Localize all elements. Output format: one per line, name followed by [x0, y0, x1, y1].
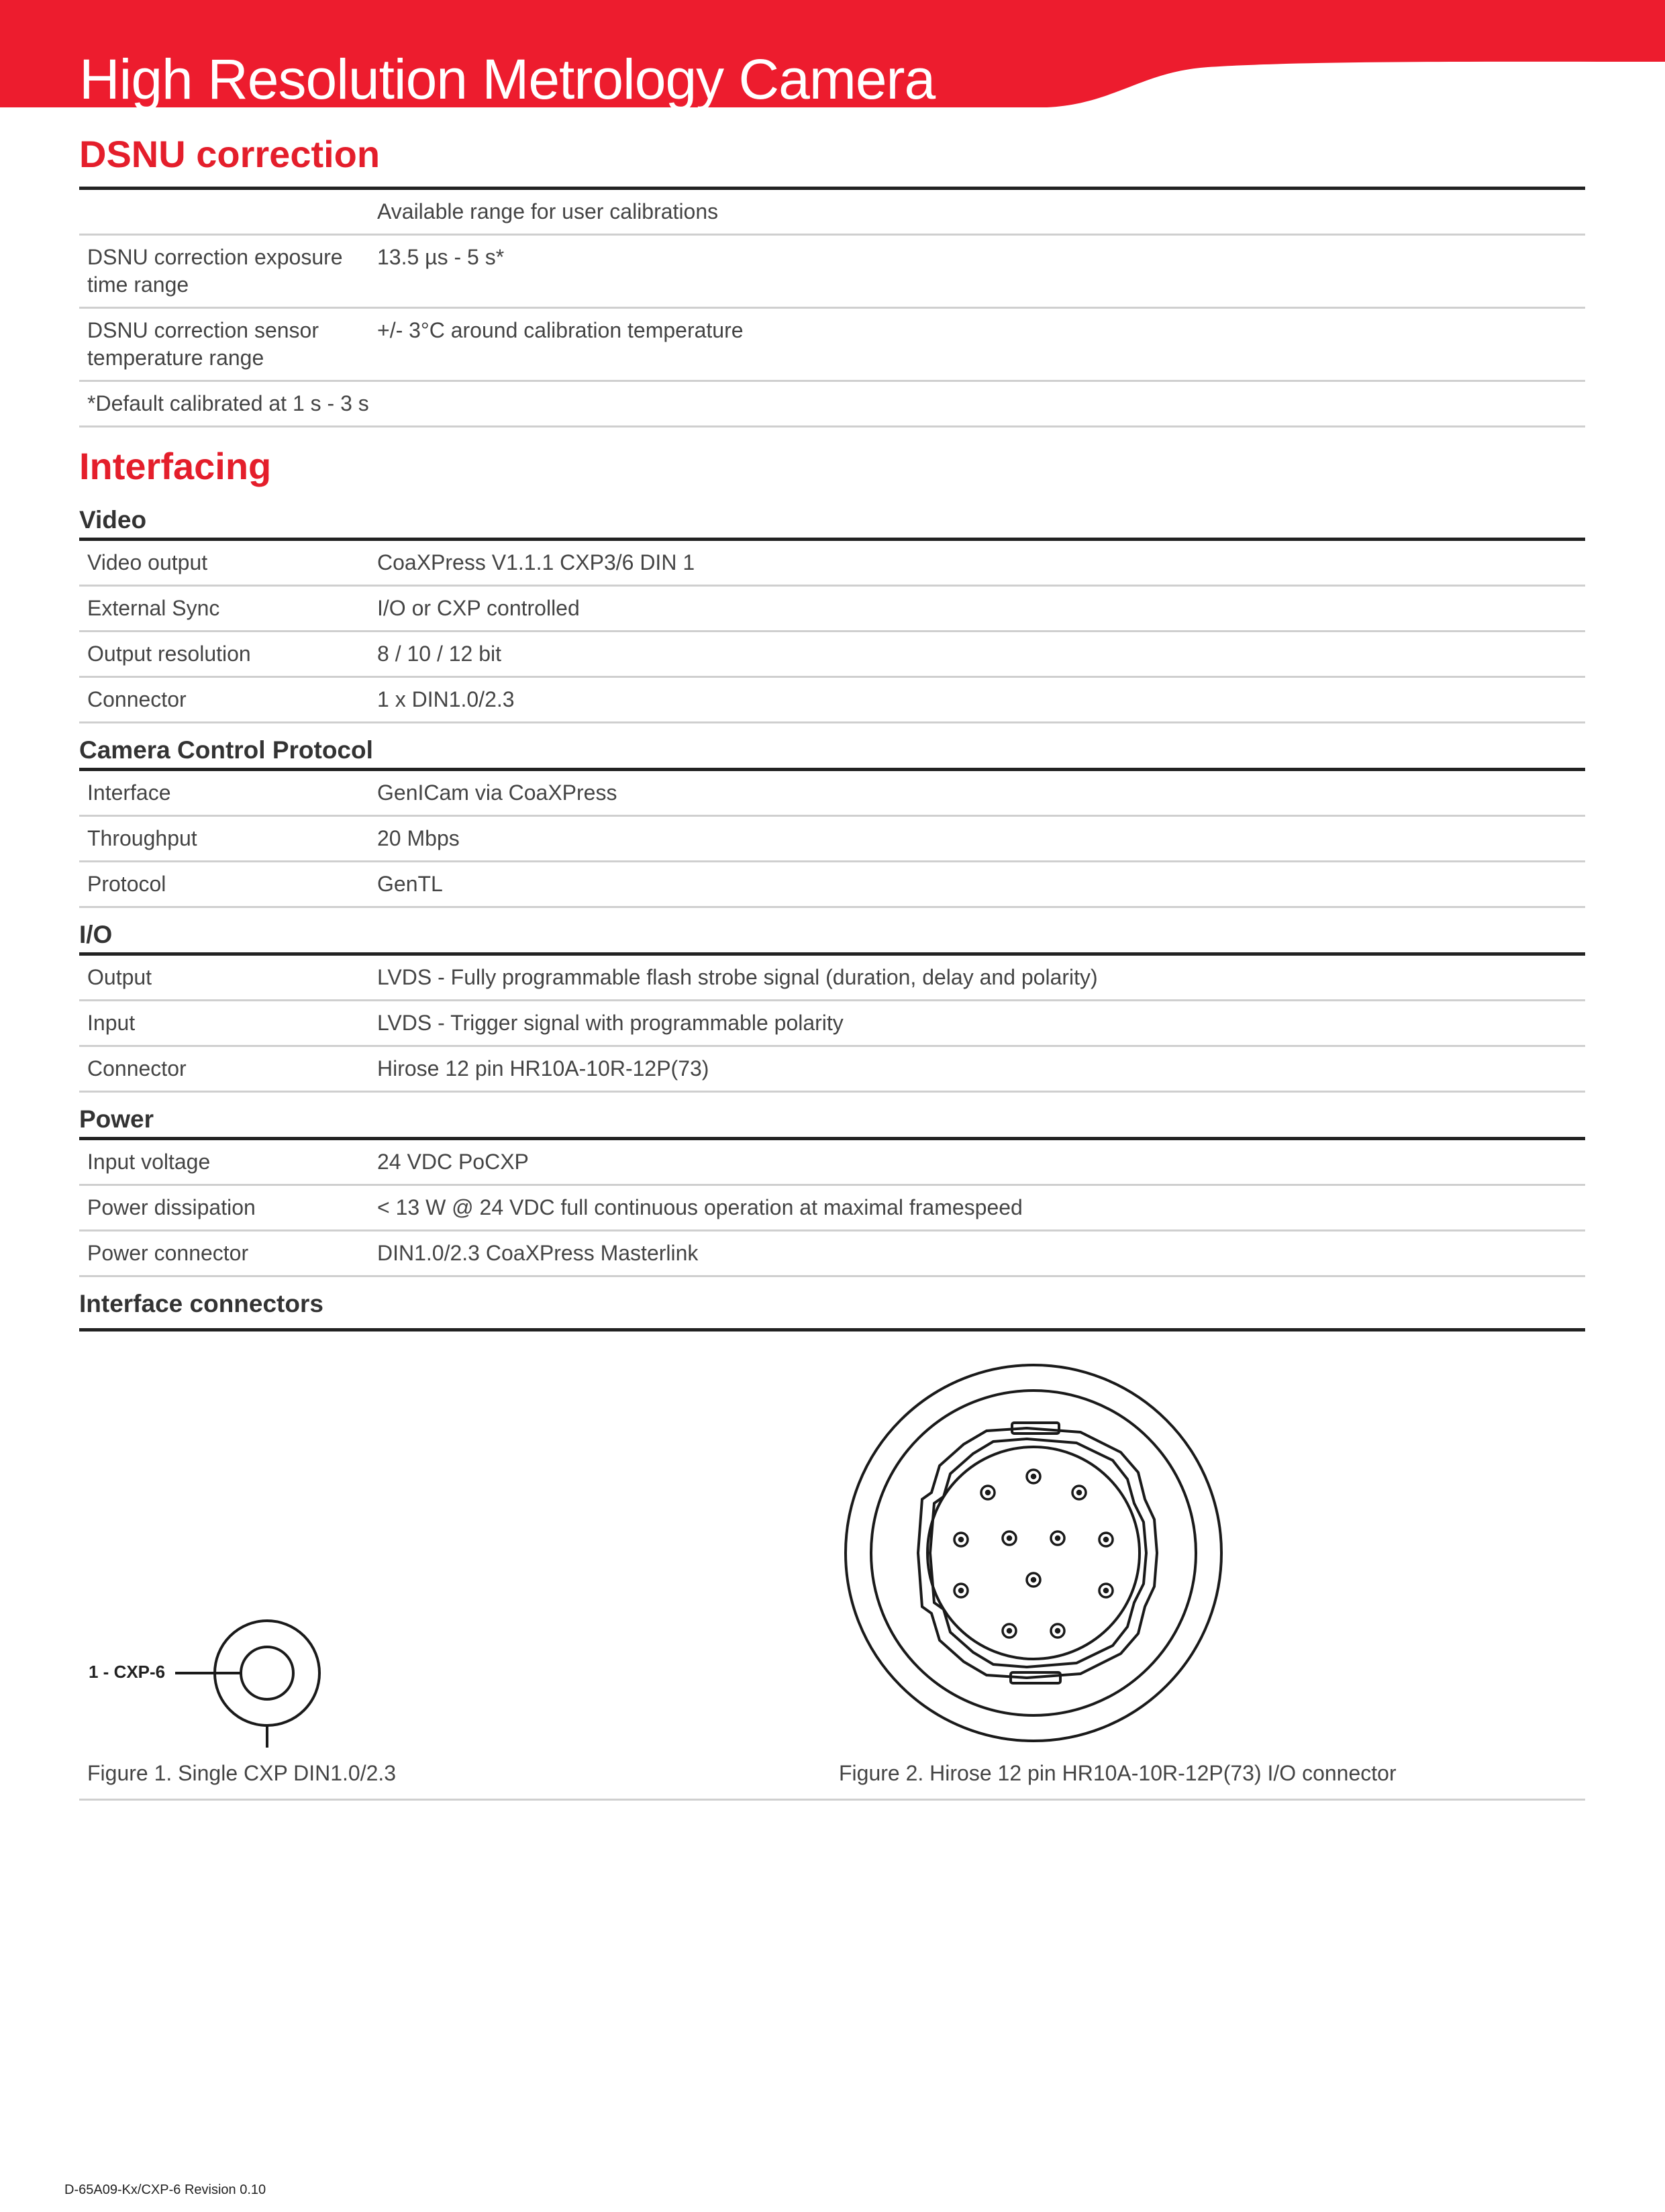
row-label: Protocol — [79, 862, 369, 907]
table-row — [79, 235, 1585, 308]
row-value: 8 / 10 / 12 bit — [369, 632, 1585, 677]
row-label: DSNU correction exposure time range — [79, 235, 369, 308]
table-row — [79, 1231, 1585, 1276]
subsection-title-io: I/O — [79, 921, 113, 948]
table-row — [79, 1001, 1585, 1046]
row-value: DIN1.0/2.3 CoaXPress Masterlink — [369, 1231, 1585, 1276]
table-row — [79, 677, 1585, 723]
video-table — [79, 538, 1585, 723]
row-label: Connector — [79, 677, 369, 723]
row-value: 1 x DIN1.0/2.3 — [369, 677, 1585, 723]
table-row — [79, 1185, 1585, 1231]
section-title-dsnu: DSNU correction — [79, 133, 381, 175]
table-row — [79, 770, 1585, 816]
subsection-title-camera-control: Camera Control Protocol — [79, 736, 373, 764]
cxp-din-connector-diagram — [79, 1331, 415, 1748]
table-row — [79, 816, 1585, 862]
row-label: Interface — [79, 770, 369, 816]
table-row — [79, 586, 1585, 632]
row-value: I/O or CXP controlled — [369, 586, 1585, 632]
table-row — [79, 540, 1585, 586]
row-value: GenICam via CoaXPress — [369, 770, 1585, 816]
row-value: LVDS - Trigger signal with programmable polarity — [369, 1001, 1585, 1046]
cxp-pin-label: 1 - CXP-6 — [89, 1662, 166, 1682]
footnote: *Default calibrated at 1 s - 3 s — [79, 381, 1585, 427]
row-label: Throughput — [79, 816, 369, 862]
table-row — [79, 862, 1585, 907]
row-value: Hirose 12 pin HR10A-10R-12P(73) — [369, 1046, 1585, 1092]
power-table — [79, 1137, 1585, 1277]
row-label: Power connector — [79, 1231, 369, 1276]
row-label: Video output — [79, 540, 369, 586]
row-label: Power dissipation — [79, 1185, 369, 1231]
io-table — [79, 952, 1585, 1093]
dsnu-table — [79, 187, 1585, 428]
row-value: GenTL — [369, 862, 1585, 907]
table-row — [79, 1046, 1585, 1092]
table-row — [79, 1139, 1585, 1185]
main-content — [79, 128, 1585, 1801]
row-label: Input — [79, 1001, 369, 1046]
row-value: 13.5 µs - 5 s* — [369, 235, 1585, 308]
camera-control-table — [79, 768, 1585, 908]
row-value: 20 Mbps — [369, 816, 1585, 862]
row-label: DSNU correction sensor temperature range — [79, 308, 369, 381]
row-label: Input voltage — [79, 1139, 369, 1185]
row-value: LVDS - Fully programmable flash strobe signal (duration, delay and polarity) — [369, 954, 1585, 1001]
row-label: Output — [79, 954, 369, 1001]
hirose-connector-diagram — [839, 1358, 1228, 1748]
row-value: < 13 W @ 24 VDC full continuous operation at maximal framespeed — [369, 1185, 1585, 1231]
table-row — [79, 954, 1585, 1001]
row-label: Connector — [79, 1046, 369, 1092]
page-title: High Resolution Metrology Camera — [79, 48, 936, 111]
subsection-title-power: Power — [79, 1105, 154, 1133]
figures-bottom-rule — [79, 1799, 1585, 1801]
header-banner — [0, 0, 1665, 114]
document-revision: D-65A09-Kx/CXP-6 Revision 0.10 — [64, 2182, 266, 2197]
figure-1-caption: Figure 1. Single CXP DIN1.0/2.3 — [87, 1761, 397, 1785]
row-value: +/- 3°C around calibration temperature — [369, 308, 1585, 381]
table-row — [79, 632, 1585, 677]
row-label: Output resolution — [79, 632, 369, 677]
subsection-title-connectors: Interface connectors — [79, 1290, 323, 1317]
row-label: External Sync — [79, 586, 369, 632]
row-value: CoaXPress V1.1.1 CXP3/6 DIN 1 — [369, 540, 1585, 586]
subsection-title-video: Video — [79, 506, 147, 534]
table-row — [79, 308, 1585, 381]
table-row — [79, 189, 1585, 235]
table-row — [79, 381, 1585, 427]
column-header: Available range for user calibrations — [369, 189, 1585, 235]
figure-2-caption: Figure 2. Hirose 12 pin HR10A-10R-12P(73) I/O connector — [839, 1761, 1397, 1785]
section-title-interfacing: Interfacing — [79, 445, 272, 487]
table-cell-empty — [79, 189, 369, 235]
row-value: 24 VDC PoCXP — [369, 1139, 1585, 1185]
connector-figures — [79, 1331, 1585, 1801]
